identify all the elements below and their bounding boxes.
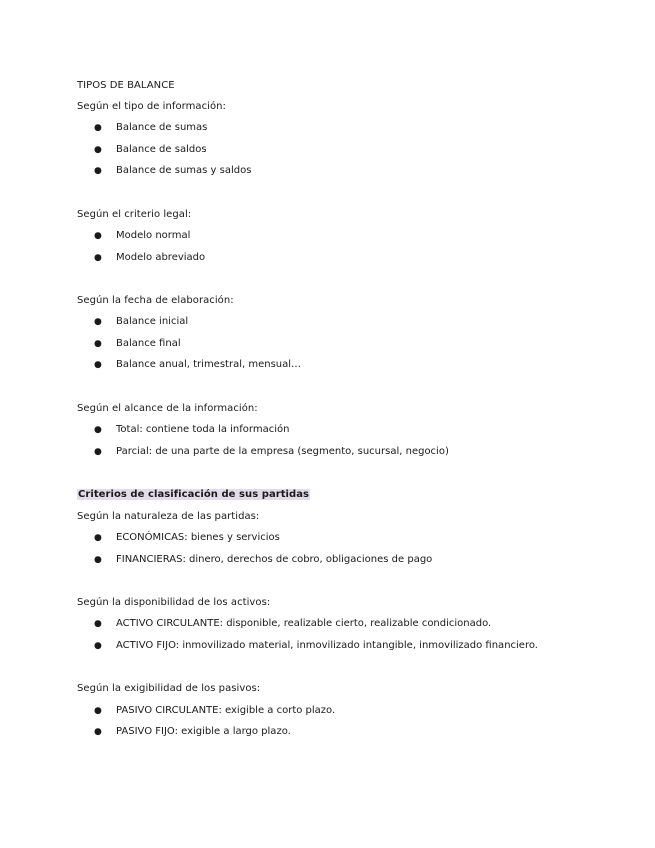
bullet-icon: ● xyxy=(94,339,102,349)
list-item xyxy=(94,164,251,178)
bullet-icon: ● xyxy=(94,706,102,716)
list-item xyxy=(94,229,190,243)
list-item xyxy=(94,531,280,545)
bullet-icon: ● xyxy=(94,145,102,155)
list-item-text: Modelo abreviado xyxy=(116,252,206,263)
list-item-text: Balance de sumas xyxy=(116,122,208,133)
bullet-icon: ● xyxy=(94,619,102,629)
list-item-text: FINANCIERAS: dinero, derechos de cobro, obligaciones de pago xyxy=(116,554,433,565)
bullet-icon: ● xyxy=(94,555,102,565)
list-item xyxy=(94,553,432,567)
section-heading-naturaleza-partidas: Según la naturaleza de las partidas: xyxy=(77,511,260,522)
section-heading-exigibilidad-pasivos: Según la exigibilidad de los pasivos: xyxy=(77,683,261,694)
bullet-icon: ● xyxy=(94,166,102,176)
list-item-text: Parcial: de una parte de la empresa (segmento, sucursal, negocio) xyxy=(116,446,449,457)
list-item xyxy=(94,337,181,351)
bullet-icon: ● xyxy=(94,641,102,651)
list-item-text: Balance de saldos xyxy=(116,144,207,155)
section-heading-tipo-informacion: Según el tipo de información: xyxy=(77,101,226,112)
list-item-text: Balance de sumas y saldos xyxy=(116,165,252,176)
list-item xyxy=(94,251,205,265)
list-item xyxy=(94,725,291,739)
list-item xyxy=(94,617,491,631)
bullet-icon: ● xyxy=(94,447,102,457)
bullet-icon: ● xyxy=(94,727,102,737)
document-title: TIPOS DE BALANCE xyxy=(77,80,175,91)
list-item xyxy=(94,423,289,437)
list-item-text: Balance anual, trimestral, mensual… xyxy=(116,359,302,370)
criteria-heading xyxy=(77,488,310,502)
section-heading-alcance-informacion: Según el alcance de la información: xyxy=(77,403,258,414)
list-item xyxy=(94,315,188,329)
criteria-heading-highlight: Criterios de clasificación de sus partidas xyxy=(78,489,310,500)
list-item-text: PASIVO FIJO: exigible a largo plazo. xyxy=(116,726,291,737)
bullet-icon: ● xyxy=(94,425,102,435)
list-item xyxy=(94,143,207,157)
list-item-text: ACTIVO FIJO: inmovilizado material, inmovilizado intangible, inmovilizado financiero. xyxy=(116,640,538,651)
list-item-text: ACTIVO CIRCULANTE: disponible, realizable cierto, realizable condicionado. xyxy=(116,618,492,629)
list-item-text: PASIVO CIRCULANTE: exigible a corto plazo. xyxy=(116,705,336,716)
list-item-text: Balance final xyxy=(116,338,181,349)
list-item xyxy=(94,639,538,653)
bullet-icon: ● xyxy=(94,533,102,543)
list-item-text: ECONÓMICAS: bienes y servicios xyxy=(116,532,280,543)
list-item xyxy=(94,358,301,372)
bullet-icon: ● xyxy=(94,231,102,241)
list-item-text: Balance inicial xyxy=(116,316,189,327)
list-item xyxy=(94,704,335,718)
section-heading-disponibilidad-activos: Según la disponibilidad de los activos: xyxy=(77,597,271,608)
section-heading-criterio-legal: Según el criterio legal: xyxy=(77,209,192,220)
bullet-icon: ● xyxy=(94,360,102,370)
bullet-icon: ● xyxy=(94,123,102,133)
section-heading-fecha-elaboracion: Según la fecha de elaboración: xyxy=(77,295,234,306)
list-item-text: Total: contiene toda la información xyxy=(116,424,290,435)
bullet-icon: ● xyxy=(94,317,102,327)
bullet-icon: ● xyxy=(94,253,102,263)
list-item xyxy=(94,445,449,459)
list-item-text: Modelo normal xyxy=(116,230,191,241)
list-item xyxy=(94,121,207,135)
